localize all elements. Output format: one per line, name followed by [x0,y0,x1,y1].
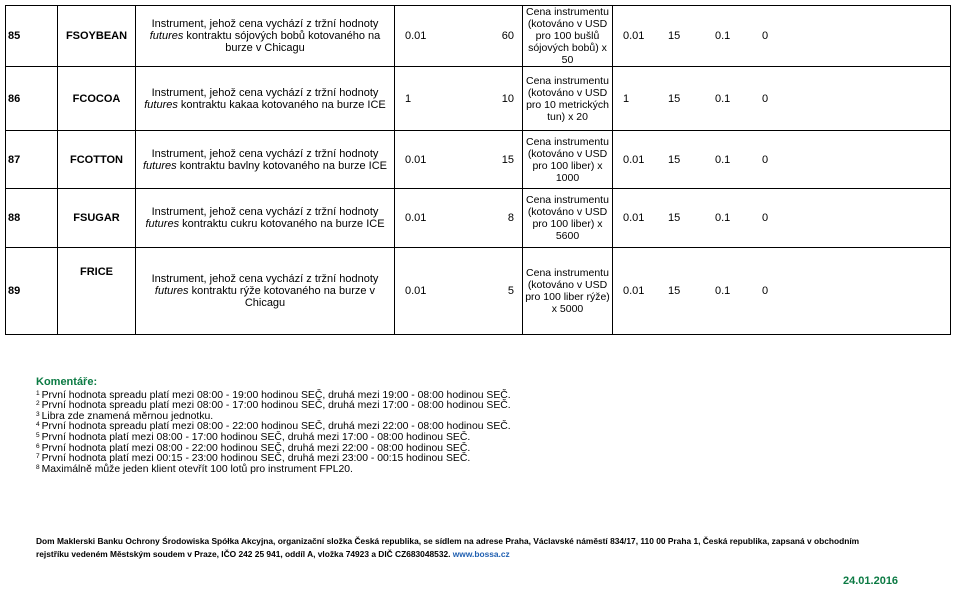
description-futures: futures [144,98,178,111]
spread-values [613,189,951,248]
spread-2: 15 [668,212,681,224]
tick-values [395,6,523,67]
description-futures: futures [149,30,184,42]
comments-list [36,391,511,476]
spread-1: 0.01 [623,212,645,224]
spread-4: 0 [762,285,769,297]
spread-values [613,248,951,335]
description-futures: futures [143,159,177,172]
row-number: 88 [6,189,58,248]
contract-value: Cena instrumentu (kotováno v USD pro 100 liber) x 5600 [523,189,613,248]
footnote-number: 5 [36,431,40,439]
contract-value: Cena instrumentu (kotováno v USD pro 100 bušlů sójových bobů) x 50 [523,6,613,67]
comment-text: První hodnota platí mezi 08:00 - 17:00 hodinou SEČ, druhá mezi 17:00 - 08:00 hodinou SEČ. [41,431,471,443]
spread-3: 0.1 [715,92,731,105]
table-row [6,189,951,248]
instrument-code: FCOTTON [58,131,136,189]
tick-values [395,131,523,189]
comment-text: Libra zde znamená měrnou jednotku. [41,410,214,422]
value-1: 0.01 [405,30,427,42]
value-1: 0.01 [405,212,427,224]
value-2: 8 [507,212,514,224]
table-row [6,6,951,67]
spread-1: 0.01 [623,30,645,42]
description-text-rest: kontraktu kakaa kotovaného na burze ICE [177,98,386,111]
instrument-description [136,6,395,67]
spread-3: 0.1 [715,153,731,166]
comments-title: Komentáře: [36,376,98,388]
comment-text: První hodnota spreadu platí mezi 08:00 - 17:00 hodinou SEČ, druhá mezi 17:00 - 08:00 hodinou SEČ. [41,400,511,412]
comment-text: Maximálně může jeden klient otevřít 100 lotů pro instrument FPL20. [41,463,353,475]
comment-text: První hodnota spreadu platí mezi 08:00 - 19:00 hodinou SEČ, druhá mezi 19:00 - 08:00 hodinou SEČ. [41,389,511,401]
description-futures: futures [154,285,189,297]
value-2: 10 [501,92,514,105]
row-number: 89 [6,248,58,335]
footer-website-link[interactable]: www.bossa.cz [452,549,510,559]
comment-item [36,465,511,476]
spread-2: 15 [668,153,681,166]
comment-text: První hodnota spreadu platí mezi 08:00 - 22:00 hodinou SEČ, druhá mezi 22:00 - 08:00 hodinou SEČ. [41,421,511,433]
comments-section [36,377,511,475]
description-text: Instrument, jehož cena vychází z tržní hodnoty [151,147,379,160]
footer-legal [36,535,936,561]
footnote-number: 4 [36,421,40,429]
description-text: Instrument, jehož cena vychází z tržní hodnoty [151,86,379,99]
document-date: 24.01.2016 [843,575,899,587]
instrument-code: FSOYBEAN [58,6,136,67]
footer-line-1: Dom Maklerski Banku Ochrony Środowiska Spółka Akcyjna, organizační složka Česká republika, se sídlem na adrese Praha, Václavské náměstí 834/17, 110 00 Praha 1, Česká republika, zapsaná v obchodním [36,536,860,546]
spread-2: 15 [668,30,681,42]
spread-1: 0.01 [623,285,645,297]
comment-text: První hodnota platí mezi 00:15 - 23:00 hodinou SEČ, druhá mezi 23:00 - 00:15 hodinou SEČ. [41,453,471,465]
description-text-rest: kontraktu bavlny kotovaného na burze ICE [176,159,387,172]
description-text-rest: kontraktu sójových bobů kotovaného na burze v Chicagu [183,30,381,54]
instrument-description [136,248,395,335]
spread-2: 15 [668,92,681,105]
spread-4: 0 [762,153,769,166]
value-2: 60 [501,30,514,42]
row-number: 86 [6,67,58,131]
footer-line-2-text: rejstříku vedeném Městským soudem v Praze, IČO 242 25 941, oddíl A, vložka 74923 a DIČ CZ683048532. [36,549,453,559]
spread-values [613,131,951,189]
footer-line-2 [36,548,936,561]
tick-values [395,248,523,335]
contract-value: Cena instrumentu (kotováno v USD pro 100 liber rýže) x 5000 [523,248,613,335]
tick-values [395,67,523,131]
value-1: 0.01 [405,285,427,297]
instrument-description [136,189,395,248]
instrument-code: FRICE [58,248,136,335]
contract-value: Cena instrumentu (kotováno v USD pro 100 liber) x 1000 [523,131,613,189]
instrument-description [136,67,395,131]
value-1: 0.01 [405,153,427,166]
spread-3: 0.1 [715,212,731,224]
spread-3: 0.1 [715,285,731,297]
spread-4: 0 [762,30,769,42]
value-2: 15 [501,153,514,166]
comment-text: První hodnota platí mezi 08:00 - 22:00 hodinou SEČ, druhá mezi 22:00 - 08:00 hodinou SEČ. [41,442,471,454]
spread-3: 0.1 [715,30,731,42]
instrument-table [5,5,951,335]
value-2: 5 [507,285,514,297]
tick-values [395,189,523,248]
description-text: Instrument, jehož cena vychází z tržní hodnoty [151,273,379,285]
spread-values [613,6,951,67]
spread-1: 1 [623,92,630,105]
contract-value: Cena instrumentu (kotováno v USD pro 10 metrických tun) x 20 [523,67,613,131]
footnote-number: 3 [36,410,40,418]
description-text-rest: kontraktu rýže kotovaného na burze v Chicagu [188,285,376,309]
instrument-code: FSUGAR [58,189,136,248]
footnote-number: 6 [36,442,40,450]
instrument-description [136,131,395,189]
instrument-code: FCOCOA [58,67,136,131]
footnote-number: 8 [36,463,40,471]
description-futures: futures [145,218,180,230]
spread-2: 15 [668,285,681,297]
table-row [6,248,951,335]
footnote-number: 1 [36,389,40,397]
table-row [6,67,951,131]
spread-1: 0.01 [623,153,645,166]
table-row [6,131,951,189]
footnote-number: 7 [36,453,40,461]
description-text: Instrument, jehož cena vychází z tržní hodnoty [151,18,379,30]
row-number: 87 [6,131,58,189]
spread-4: 0 [762,92,769,105]
value-1: 1 [405,92,412,105]
row-number: 85 [6,6,58,67]
spread-values [613,67,951,131]
footnote-number: 2 [36,400,40,408]
description-text: Instrument, jehož cena vychází z tržní hodnoty [151,206,379,218]
spread-4: 0 [762,212,769,224]
description-text-rest: kontraktu cukru kotovaného na burze ICE [179,218,385,230]
